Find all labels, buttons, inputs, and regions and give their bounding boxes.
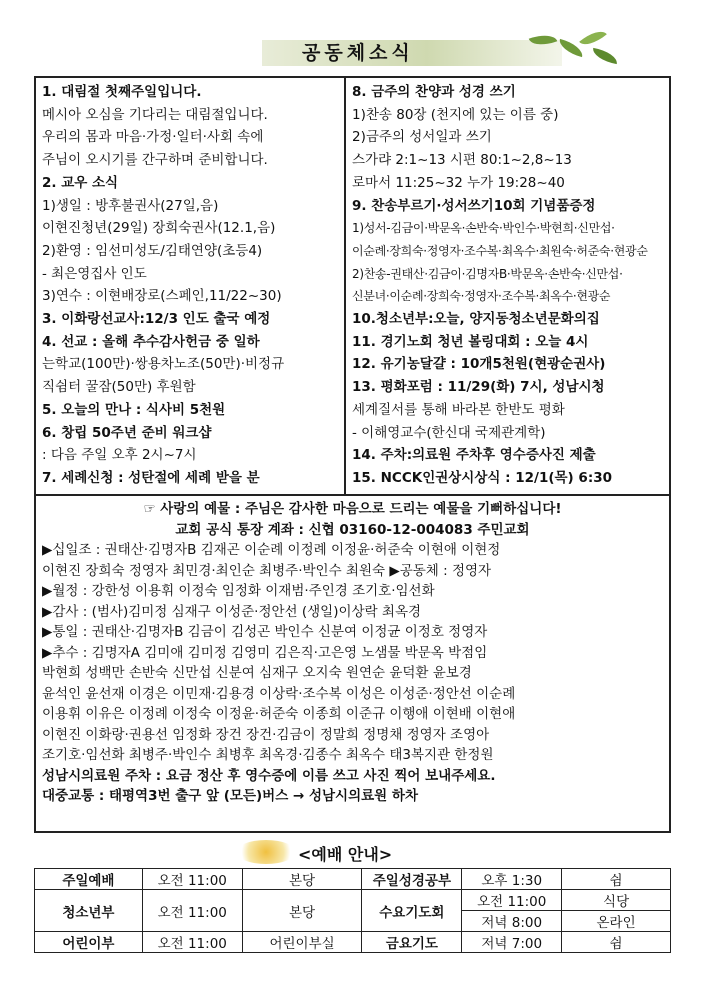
news-item: - 이해영교수(한신대 국제관계학) (352, 424, 546, 441)
news-item: 신분녀·이순례·장희숙·정영자·조수복·최옥수·현광순 (352, 289, 611, 304)
news-item: 이현진청년(29일) 장희숙권사(12.1,음) (42, 220, 276, 237)
transit-notice: 대중교통 : 태평역3번 출구 앞 (모든)버스 → 성남시의료원 하차 (42, 788, 418, 804)
table-cell: 오후 1:30 (462, 869, 562, 890)
news-item: : 다음 주일 오후 2시~7시 (42, 447, 197, 464)
news-item: 1)생일 : 방후불권사(27일,음) (42, 197, 219, 214)
table-cell: 어린이부실 (242, 932, 362, 953)
news-item: 2)금주의 성서일과 쓰기 (352, 129, 492, 146)
news-item: 메시아 오심을 기다리는 대림절입니다. (42, 106, 268, 123)
table-row (35, 869, 671, 890)
offering-line: ▶감사 : (범사)김미정 심재구 이성준·정안선 (생일)이상락 최옥경 (42, 603, 422, 620)
service-guide-label: <예배 안내> (298, 845, 393, 864)
news-item: 1)성서-김금이·박문옥·손반숙·박인수·박현희·신만섭· (352, 221, 615, 236)
service-table (34, 868, 671, 953)
news-item: 13. 평화포럼 : 11/29(화) 7시, 성남시청 (352, 379, 605, 396)
news-item: 세계질서를 통해 바라본 한반도 평화 (352, 401, 565, 418)
service-guide-title (236, 838, 476, 866)
table-cell: 오전 11:00 (142, 890, 242, 932)
offering-intro: ☞ 사랑의 예물 : 주님은 감사한 마음으로 드리는 예물을 기뻐하십니다! (143, 501, 562, 517)
left-column (36, 78, 346, 494)
news-item: 10.청소년부:오늘, 양지동청소년문화의집 (352, 311, 600, 328)
news-item: 11. 경기노회 청년 볼링대회 : 오늘 4시 (352, 333, 589, 350)
news-item: 3. 이화랑선교사:12/3 인도 출국 예정 (42, 311, 271, 328)
parking-notice: 성남시의료원 주차 : 요금 정산 후 영수증에 이름 쓰고 사진 찍어 보내주세요. (42, 767, 496, 784)
offering-line: 이현진 장희숙 정영자 최민경·최인순 최병주·박인수 최원숙 ▶공동체 : 정영자 (42, 562, 492, 579)
offering-line: ▶월정 : 강한성 이용휘 이정숙 임정화 이재범·주인경 조기호·임선화 (42, 583, 435, 599)
table-cell: 청소년부 (35, 890, 143, 932)
page-title: 공동체소식 (302, 42, 414, 64)
offering-line: 윤석인 윤선재 이경은 이민재·김용경 이상락·조수복 이성은 이성준·정안선 이순례 (42, 685, 516, 702)
news-item: 4. 선교 : 올해 추수감사헌금 중 일하 (42, 333, 260, 350)
table-cell: 오전 11:00 (142, 932, 242, 953)
table-cell: 온라인 (562, 911, 671, 932)
news-item: 는학교(100만)·쌍용차노조(50만)·비정규 (42, 356, 285, 373)
news-item: 1)찬송 80장 (천지에 있는 이름 중) (352, 106, 559, 123)
table-cell: 저녁 8:00 (462, 911, 562, 932)
news-item: 이순례·장희숙·정영자·조수복·최옥수·최원숙·허준숙·현광순 (352, 243, 648, 258)
news-item: 5. 오늘의 만나 : 식사비 5천원 (42, 401, 226, 418)
table-row (35, 932, 671, 953)
sun-icon (236, 840, 296, 864)
news-item: 12. 유기농달걀 : 10개5천원(현광순권사) (352, 356, 606, 373)
offering-line: ▶통일 : 권태산·김명자B 김금이 김성곤 박인수 신분여 이정균 이정호 정영자 (42, 624, 488, 640)
offering-line: 이용휘 이유은 이정례 이정숙 이정윤·허준숙 이종희 이준규 이행애 이현배 이현애 (42, 706, 516, 722)
table-cell: 저녁 7:00 (462, 932, 562, 953)
right-column (346, 78, 669, 494)
table-cell: 쉼 (562, 932, 671, 953)
news-item: 주님이 오시기를 간구하며 준비합니다. (42, 152, 268, 169)
news-item: - 최은영집사 인도 (42, 265, 147, 282)
leaf-icon (591, 48, 619, 64)
offering-line: 이현진 이화랑·권용선 임정화 장건 장건·김금이 정말희 정명채 정영자 조영아 (42, 726, 490, 743)
offering-line: ▶추수 : 김명자A 김미애 김미정 김영미 김은직·고은영 노샘물 박문옥 박점임 (42, 644, 488, 661)
offering-line: ▶십일조 : 권태산·김명자B 김재곤 이순례 이정례 이정윤·허준숙 이현애 이현정 (42, 542, 501, 558)
table-row (35, 890, 671, 911)
news-item: 14. 주차:의료원 주차후 영수증사진 제출 (352, 447, 596, 464)
header-banner (262, 32, 618, 70)
news-item: 로마서 11:25~32 누가 19:28~40 (352, 174, 565, 191)
news-item: 9. 찬송부르기·성서쓰기10회 기념품증정 (352, 197, 596, 214)
table-cell: 본당 (242, 869, 362, 890)
news-item: 7. 세례신청 : 성탄절에 세례 받을 분 (42, 469, 260, 486)
news-item: 6. 창립 50주년 준비 워크샵 (42, 424, 212, 441)
table-cell: 쉼 (562, 869, 671, 890)
table-cell: 오전 11:00 (142, 869, 242, 890)
table-cell: 주일예배 (35, 869, 143, 890)
news-box (34, 76, 671, 496)
news-item: 2)찬송-권태산·김금이·김명자B·박문옥·손반숙·신만섭· (352, 266, 623, 281)
offering-line: 박현희 성백만 손반숙 신만섭 신분여 심재구 오지숙 원연순 윤덕환 윤보경 (42, 665, 472, 681)
news-item: 1. 대림절 첫째주일입니다. (42, 84, 202, 100)
table-cell: 본당 (242, 890, 362, 932)
news-item: 8. 금주의 찬양과 성경 쓰기 (352, 84, 516, 100)
table-cell: 오전 11:00 (462, 890, 562, 911)
news-item: 15. NCCK인권상시상식 : 12/1(목) 6:30 (352, 469, 613, 486)
offering-line: 조기호·임선화 최병주·박인수 최병후 최옥경·김종수 최옥수 태3복지관 한정원 (42, 747, 494, 763)
news-item: 2. 교우 소식 (42, 174, 119, 191)
news-item: 2)환영 : 임선미성도/김태연양(초등4) (42, 242, 263, 259)
news-item: 우리의 몸과 마음·가정·일터·사회 속에 (42, 129, 264, 146)
table-cell: 식당 (562, 890, 671, 911)
table-cell: 금요기도 (362, 932, 462, 953)
bank-account: 교회 공식 통장 계좌 : 신협 03160-12-004083 주민교회 (175, 521, 530, 538)
news-item: 3)연수 : 이현배장로(스페인,11/22~30) (42, 288, 282, 305)
table-cell: 어린이부 (35, 932, 143, 953)
table-cell: 주일성경공부 (362, 869, 462, 890)
news-item: 스가랴 2:1~13 시편 80:1~2,8~13 (352, 152, 572, 169)
news-item: 직쉼터 꿀잠(50만) 후원함 (42, 379, 196, 396)
table-cell: 수요기도회 (362, 890, 462, 932)
offering-box (34, 496, 671, 833)
